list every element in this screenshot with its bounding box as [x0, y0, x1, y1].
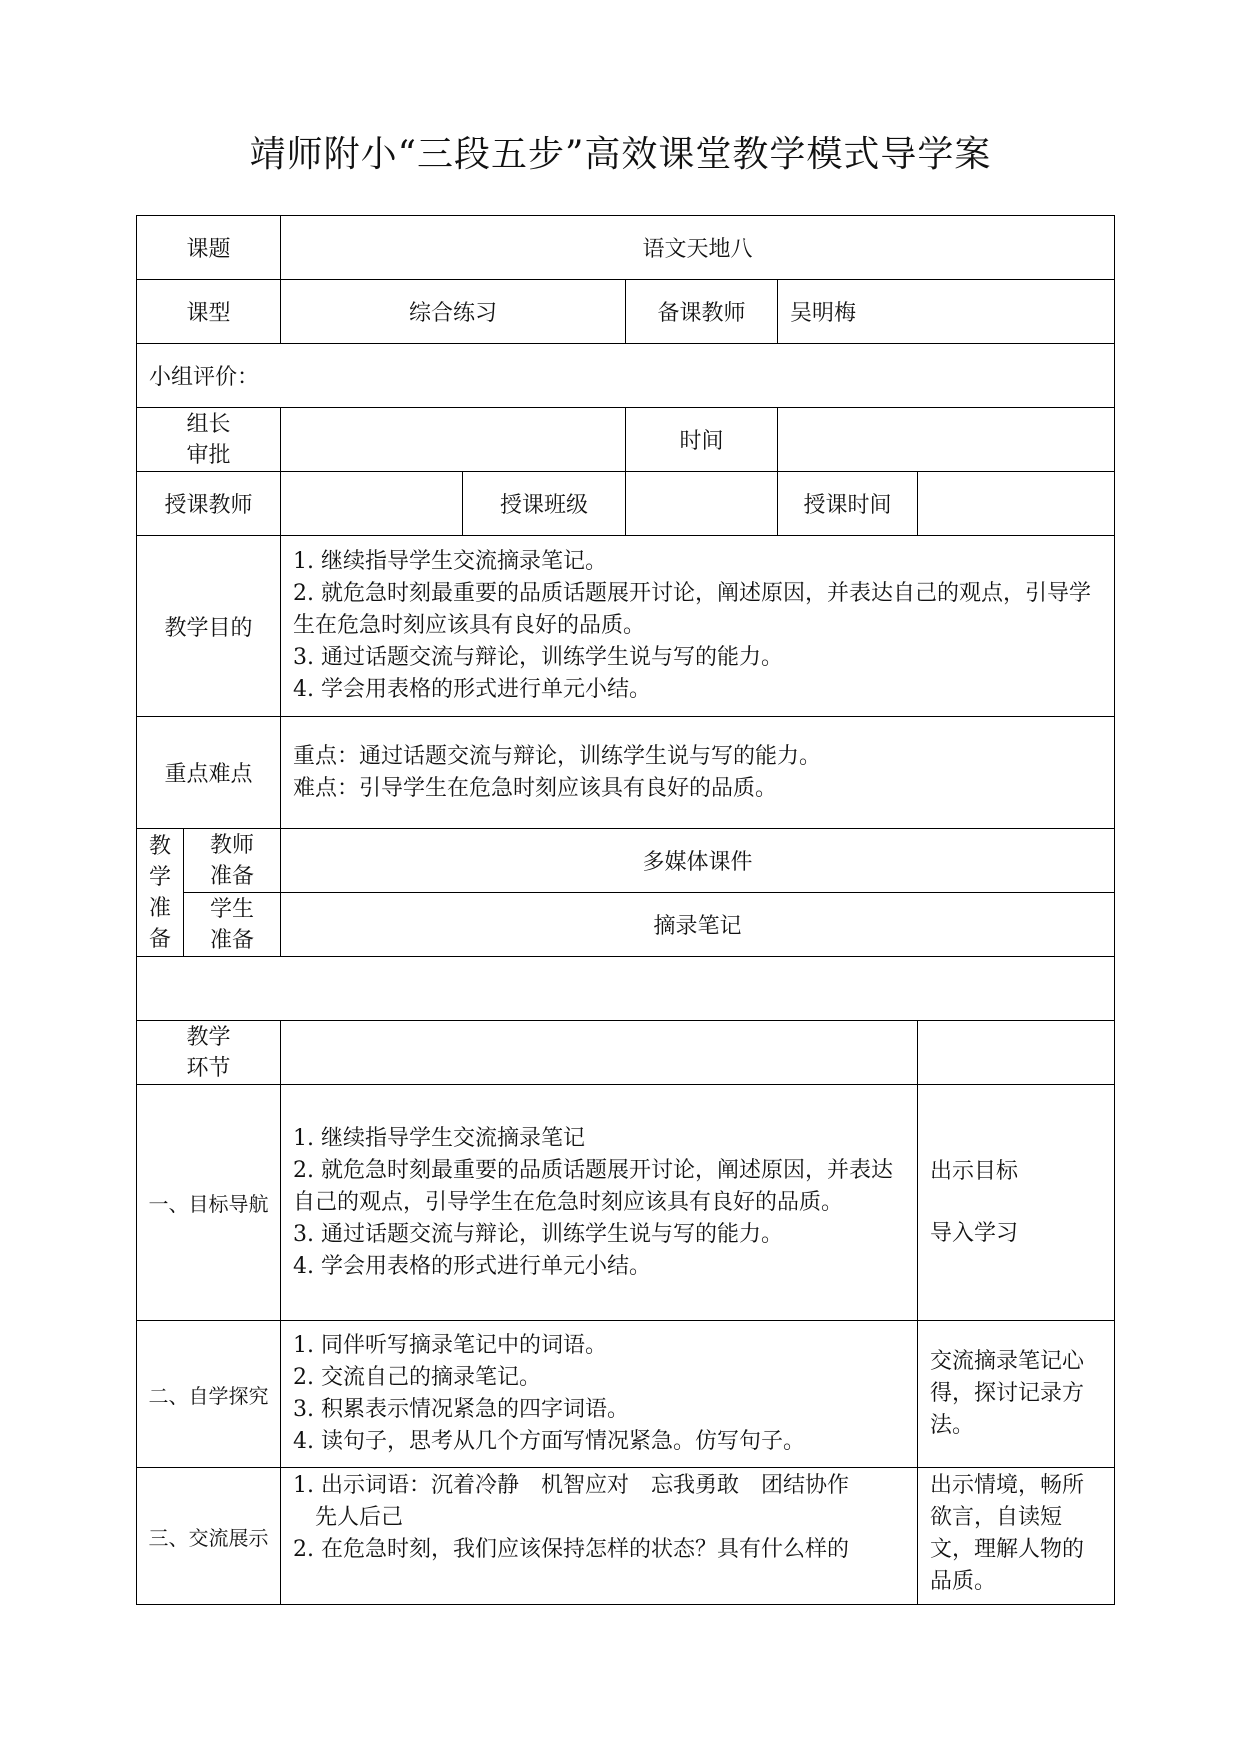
stage-line: 1. 同伴听写摘录笔记中的词语。 — [293, 1333, 607, 1358]
stage-notes — [918, 1321, 1115, 1468]
student-prep-label: 学生 准备 — [184, 893, 281, 957]
objective-line: 3. 通过话题交流与辩论，训练学生说与写的能力。 — [293, 645, 784, 670]
class-value — [626, 472, 778, 536]
time-label: 时间 — [626, 408, 778, 472]
teacher-prep-value: 多媒体课件 — [281, 829, 1115, 893]
stage-note: 交流摘录笔记心得，探讨记录方法。 — [930, 1349, 1085, 1438]
key-point-line: 重点：通过话题交流与辩论，训练学生说与写的能力。 — [293, 743, 822, 769]
leader-approval-label: 组长 审批 — [137, 408, 281, 472]
stage-line: 1. 出示词语：沉着冷静 机智应对 忘我勇敢 团结协作 — [293, 1473, 850, 1498]
stage-line: 4. 学会用表格的形式进行单元小结。 — [293, 1253, 652, 1279]
stage-name: 二、自学探究 — [137, 1321, 281, 1468]
class-label: 授课班级 — [463, 472, 626, 536]
objective-line: 4. 学会用表格的形式进行单元小结。 — [293, 677, 652, 702]
stage-line: 4. 读句子，思考从几个方面写情况紧急。仿写句子。 — [293, 1429, 806, 1454]
stage-notes — [918, 1468, 1115, 1605]
stage-line: 先人后己 — [293, 1505, 404, 1530]
type-label: 课型 — [137, 280, 281, 344]
stage-line: 2. 在危急时刻，我们应该保持怎样的状态？具有什么样的 — [293, 1537, 850, 1562]
blank-row — [137, 957, 1115, 1021]
student-prep-value: 摘录笔记 — [281, 893, 1115, 957]
stage-note: 导入学习 — [930, 1220, 1019, 1246]
key-point-line: 难点：引导学生在危急时刻应该具有良好的品质。 — [293, 775, 778, 801]
objectives-label: 教学目的 — [137, 536, 281, 717]
leader-approval-value — [281, 408, 626, 472]
group-evaluation: 小组评价： — [137, 344, 1115, 408]
stage-line: 1. 继续指导学生交流摘录笔记 — [293, 1125, 585, 1151]
stages-header-label: 教学 环节 — [137, 1021, 281, 1085]
stage-name: 一、目标导航 — [137, 1085, 281, 1321]
stages-header-content — [281, 1021, 918, 1085]
preparation-label: 教 学 准 备 — [137, 829, 184, 957]
type-value: 综合练习 — [281, 280, 626, 344]
objective-line: 2. 就危急时刻最重要的品质话题展开讨论，阐述原因，并表达自己的观点，引导学生在危急时刻应该具有良好的品质。 — [293, 581, 1092, 638]
stage-note: 出示情境，畅所欲言，自读短文，理解人物的品质。 — [930, 1473, 1085, 1594]
topic-value: 语文天地八 — [281, 216, 1115, 280]
stages-header-notes — [918, 1021, 1115, 1085]
teacher-label: 授课教师 — [137, 472, 281, 536]
objectives-content — [281, 536, 1115, 717]
time-value — [778, 408, 1115, 472]
stage-content — [281, 1085, 918, 1321]
stage-line: 3. 通过话题交流与辩论，训练学生说与写的能力。 — [293, 1221, 784, 1247]
stage-line: 2. 交流自己的摘录笔记。 — [293, 1365, 541, 1390]
stage-note: 出示目标 — [930, 1158, 1019, 1184]
objective-line: 1. 继续指导学生交流摘录笔记。 — [293, 549, 607, 574]
teach-time-value — [918, 472, 1115, 536]
topic-label: 课题 — [137, 216, 281, 280]
key-points-label: 重点难点 — [137, 717, 281, 829]
stage-content — [281, 1468, 918, 1605]
teach-time-label: 授课时间 — [778, 472, 918, 536]
teacher-prep-label: 教师 准备 — [184, 829, 281, 893]
prep-teacher-value: 吴明梅 — [778, 280, 1115, 344]
stage-notes — [918, 1085, 1115, 1321]
stage-name: 三、交流展示 — [137, 1468, 281, 1605]
teacher-value — [281, 472, 463, 536]
key-points-content — [281, 717, 1115, 829]
prep-teacher-label: 备课教师 — [626, 280, 778, 344]
stage-content — [281, 1321, 918, 1468]
page-title: 靖师附小“三段五步”高效课堂教学模式导学案 — [249, 134, 992, 175]
stage-line: 2. 就危急时刻最重要的品质话题展开讨论，阐述原因，并表达自己的观点，引导学生在危急时刻应该具有良好的品质。 — [293, 1157, 894, 1215]
lesson-plan-table — [136, 215, 1115, 1605]
stage-line: 3. 积累表示情况紧急的四字词语。 — [293, 1397, 630, 1422]
